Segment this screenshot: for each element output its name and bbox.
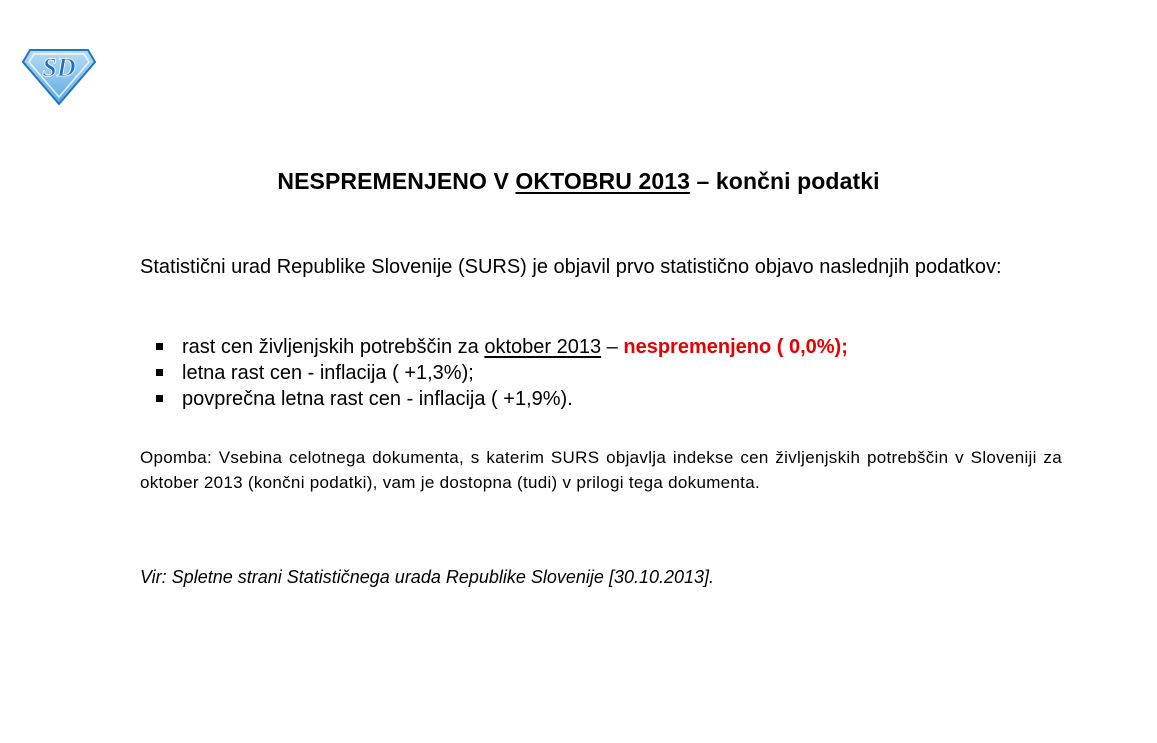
- list-item: [140, 360, 1064, 386]
- bullet-month: oktober 2013: [484, 336, 602, 358]
- title-prefix: NESPREMENJENO V: [277, 168, 516, 194]
- bullet-square-icon: [156, 343, 163, 350]
- svg-text:SD: SD: [42, 53, 76, 82]
- bullet-square-icon: [156, 369, 163, 376]
- intro-paragraph: Statistični urad Republike Slovenije (SURS) je objavil prvo statistično objavo naslednjih podatkov:: [140, 256, 1002, 278]
- bullet-text: letna rast cen - inflacija ( +1,3%);: [182, 362, 474, 384]
- title-month: OKTOBRU 2013: [515, 168, 691, 194]
- page-title: [0, 168, 1157, 195]
- list-item: [140, 334, 1064, 360]
- sd-logo-icon: [22, 49, 96, 105]
- bullet-dash: –: [601, 336, 624, 358]
- data-list: [140, 334, 1064, 412]
- bullet-square-icon: [156, 395, 163, 402]
- source-citation: Vir: Spletne strani Statističnega urada Republike Slovenije [30.10.2013].: [140, 567, 715, 587]
- title-suffix: – končni podatki: [690, 168, 880, 194]
- list-item: [140, 386, 1064, 412]
- bullet-text: rast cen življenjskih potrebščin za: [182, 336, 485, 358]
- bullet-highlight: nespremenjeno ( 0,0%);: [623, 336, 848, 358]
- bullet-text: povprečna letna rast cen - inflacija ( +1,9%).: [182, 388, 573, 410]
- note-paragraph: Opomba: Vsebina celotnega dokumenta, s katerim SURS objavlja indekse cen življenjskih potrebščin v Sloveniji za oktober 2013 (končni podatki), vam je dostopna (tudi) v prilogi tega dokumenta.: [140, 448, 1062, 492]
